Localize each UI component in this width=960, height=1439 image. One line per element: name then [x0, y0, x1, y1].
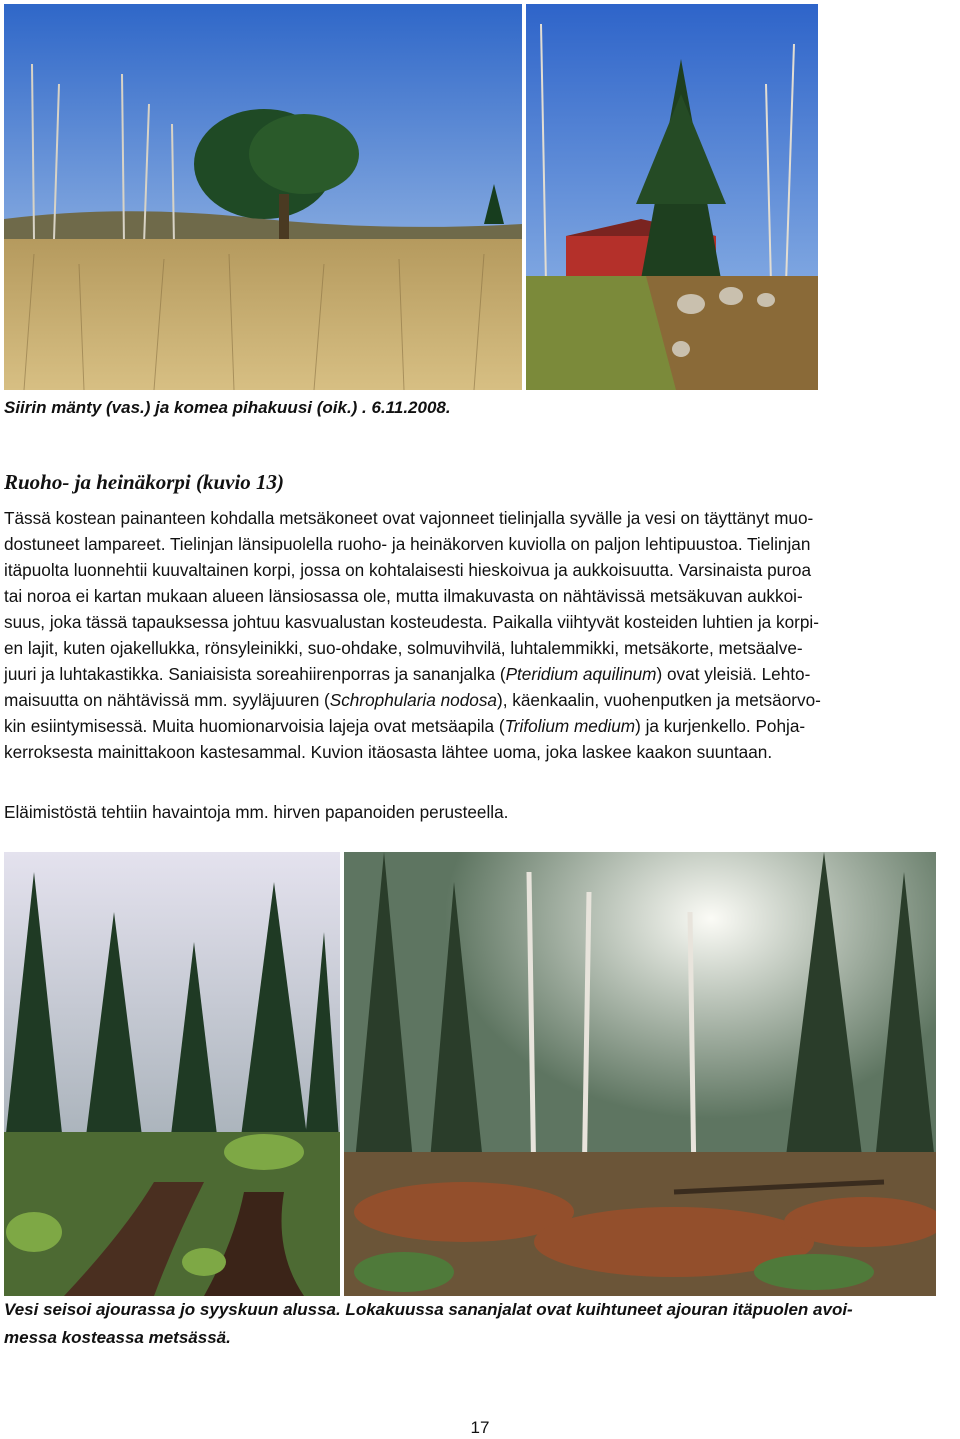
section-heading: Ruoho- ja heinäkorpi (kuvio 13)	[4, 470, 285, 494]
caption-top: Siirin mänty (vas.) ja komea pihakuusi (oik.) . 6.11.2008.	[4, 398, 451, 417]
species-name: Schrophularia nodosa	[329, 690, 497, 710]
text-line	[4, 687, 956, 713]
species-name: Pteridium aquilinum	[505, 664, 657, 684]
text-span: ) ovat yleisiä. Lehto-	[656, 664, 811, 684]
text-span: maisuutta on nähtävissä mm. syyläjuuren (	[4, 690, 330, 710]
photo-pine-meadow	[4, 4, 522, 390]
text-line: tai noroa ei kartan mukaan alueen länsiosassa ole, mutta ilmakuvasta on nähtävissä metsäkuvan aukkoi-	[4, 586, 803, 606]
text-line: Tässä kostean painanteen kohdalla metsäkoneet ovat vajonneet tielinjalla syvälle ja vesi on täyttänyt muo-	[4, 508, 814, 528]
text-line: dostuneet lampareet. Tielinjan länsipuolella ruoho- ja heinäkorven kuviolla on paljon lehtipuustoa. Tielinjan	[4, 534, 811, 554]
caption-line: Vesi seisoi ajourassa jo syyskuun alussa. Lokakuussa sananjalat ovat kuihtuneet ajouran itäpuolen avoi-	[4, 1300, 853, 1319]
caption-line: messa kosteassa metsässä.	[4, 1328, 231, 1347]
text-line: en lajit, kuten ojakellukka, rönsyleinikki, suo-ohdake, solmuvihvilä, luhtalemmikki, metsäkorte, metsäalve-	[4, 638, 803, 658]
paragraph-description	[4, 505, 956, 765]
text-line: suus, joka tässä tapauksessa johtuu kasvualustan kosteudesta. Paikalla viihtyvät kosteiden luhtien ja korpi-	[4, 612, 819, 632]
paragraph-fauna: Eläimistöstä tehtiin havaintoja mm. hirven papanoiden perusteella.	[4, 802, 509, 822]
text-span: kin esiintymisessä. Muita huomionarvoisia lajeja ovat metsäapila (	[4, 716, 505, 736]
photo-fern-forest	[344, 852, 936, 1296]
caption-bottom	[4, 1296, 853, 1352]
text-line: kerroksesta mainittakoon kastesammal. Kuvion itäosasta lähtee uoma, joka laskee kaakon suuntaan.	[4, 742, 773, 762]
photo-flooded-track	[4, 852, 340, 1296]
text-line: itäpuolta luonnehtii kuuvaltainen korpi, jossa on kohtalaisesti hieskoivua ja aukkoisuutta. Varsinaista puroa	[4, 560, 812, 580]
species-name: Trifolium medium	[504, 716, 636, 736]
photo-spruce-house	[526, 4, 818, 390]
text-span: ), käenkaalin, vuohenputken ja metsäorvo-	[496, 690, 821, 710]
text-span: juuri ja luhtakastikka. Saniaisista soreahiirenporras ja sananjalka (	[4, 664, 506, 684]
page-number: 17	[470, 1418, 490, 1437]
text-line	[4, 661, 956, 687]
text-span: ) ja kurjenkello. Pohja-	[635, 716, 806, 736]
text-line	[4, 713, 956, 739]
